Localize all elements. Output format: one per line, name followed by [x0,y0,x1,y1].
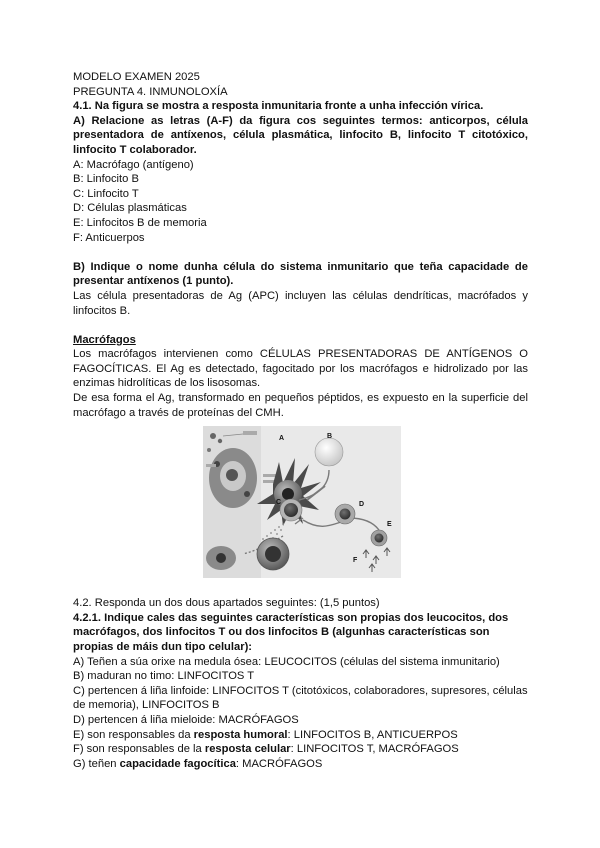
answer-f: F: Anticuerpos [73,231,145,244]
q42-item-g-prefix: G) teñen [73,757,120,770]
q42-item-f-term: resposta celular [204,743,291,756]
infected-cell [209,448,257,508]
spacer [73,245,528,260]
q41-title: 4.1. Na figura se mostra a resposta inmunitaria fronte a unha infección vírica. [73,100,484,113]
immune-response-illustration [203,426,401,578]
spacer [73,318,528,333]
q42-item-c: C) pertencen á liña linfoide: LINFOCITOS T (citotóxicos, colaboradores, supresores, células de memoria), LINFOCITOS B [73,684,528,712]
document-content [73,70,528,771]
q42-item-g [73,757,528,772]
q41-part-b-answer: Las célula presentadoras de Ag (APC) incluyen las células dendríticas, macrófados y linfocitos B. [73,289,528,317]
macrofagos-heading: Macrófagos [73,333,136,346]
figure-label-c: C [276,499,282,507]
q42-item-e-term: resposta humoral [193,728,288,741]
q42-item-b: B) maduran no timo: LINFOCITOS T [73,670,255,683]
answer-a: A: Macrófago (antígeno) [73,158,194,171]
answer-e: E: Linfocitos B de memoria [73,216,207,229]
figure-label-f: F [353,557,358,565]
q42-intro: 4.2. Responda un dos dous apartados seguintes: (1,5 puntos) [73,597,380,610]
infected-cell-bottom [206,546,236,570]
q42-item-e [73,728,528,743]
figure-label-b: B [327,433,333,441]
q42-item-a: A) Teñen a súa orixe na medula ósea: LEUCOCITOS (células del sistema inmunitario) [73,655,500,668]
answer-b: B: Linfocito B [73,173,139,186]
figure-label-d: D [359,501,365,509]
q42-item-d: D) pertencen á liña mieloide: MACRÓFAGOS [73,714,299,726]
q42-1-title: 4.2.1. Indique cales das seguintes características son propias dos leucocitos, dos macrófagos, dos linfocitos T ou dos linfocitos B (algunhas características son propias de máis dun tipo celular): [73,611,509,654]
answer-d: D: Células plasmáticas [73,202,187,215]
answer-c: C: Linfocito T [73,187,139,200]
exam-title: MODELO EXAMEN 2025 [73,71,200,83]
q42-item-e-answer: : LINFOCITOS B, ANTICUERPOS [287,728,458,741]
cell-e-memory-b [371,530,387,546]
macrofagos-paragraph-1: Los macrófagos intervienen como CÉLULAS PRESENTADORAS DE ANTÍGENOS O FAGOCÍTICAS. El Ag es detectado, fagocitado por los macrófagos e hidrolizado por las enzimas hidrolíticas de los lisosomas. [73,348,528,390]
cell-b-lymphocyte [315,438,343,466]
q42-item-f [73,742,528,757]
cytotoxic-target-cell [257,538,289,570]
figure-label-e: E [387,521,392,529]
immune-response-figure [203,426,401,578]
q42-item-g-term: capacidade fagocítica [119,757,236,770]
cell-c-t-lymphocyte [280,499,302,521]
q42-item-f-prefix: F) son responsables de la [73,743,205,756]
q41-part-a-question: A) Relacione as letras (A-F) da figura cos seguintes termos: anticorpos, célula presentadora de antíxenos, célula plasmática, linfocito B, linfocito T citotóxico, linfocito T colaborador. [73,114,528,156]
q42-item-f-answer: : LINFOCITOS T, MACRÓFAGOS [290,743,459,756]
q42-item-e-prefix: E) son responsables da [73,728,194,741]
cell-d-plasma [335,504,355,524]
q41-part-b-question: B) Indique o nome dunha célula do sistema inmunitario que teña capacidade de presentar antíxenos (1 punto). [73,260,528,288]
macrofagos-paragraph-2: De esa forma el Ag, transformado en pequeños péptidos, es expuesto en la superficie del macrófago a través de proteínas del CMH. [73,392,528,419]
figure-label-a: A [279,435,285,443]
question-heading: PREGUNTA 4. INMUNOLOXÍA [73,85,228,98]
q42-item-g-answer: : MACRÓFAGOS [235,757,323,770]
